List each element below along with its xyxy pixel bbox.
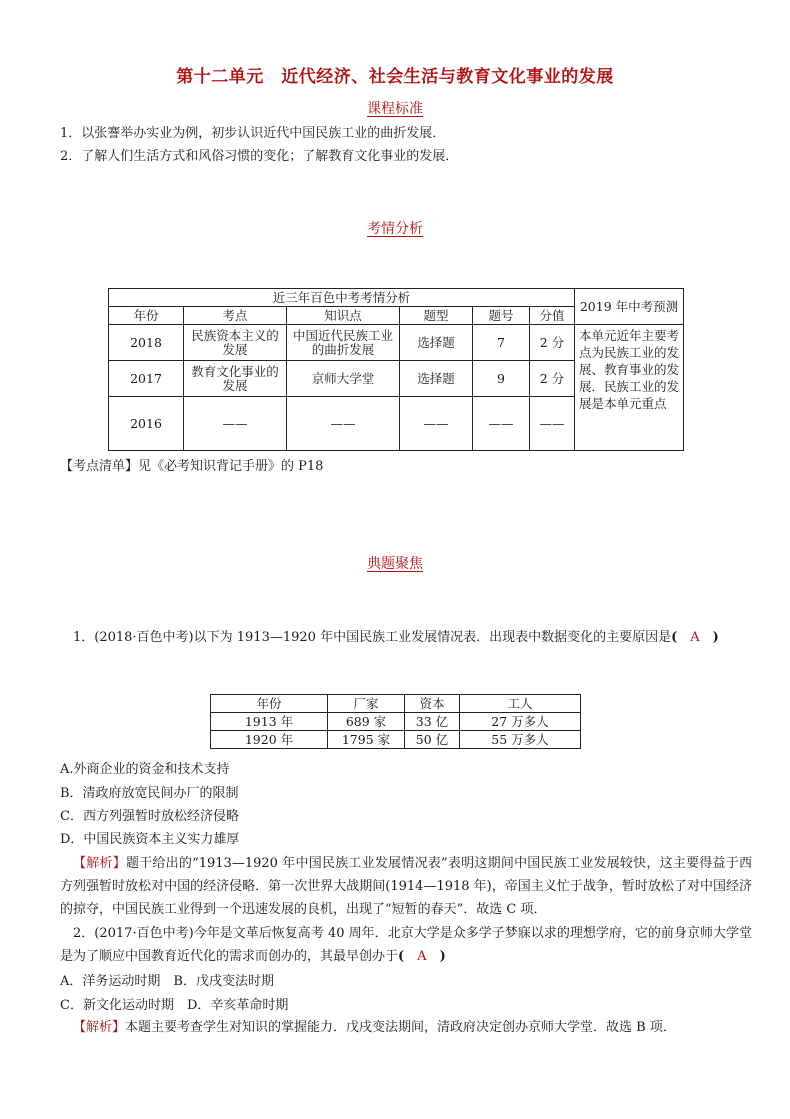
cell: 55 万多人 — [460, 731, 581, 749]
exam-analysis-table — [108, 288, 684, 451]
cell: 2 分 — [530, 361, 575, 397]
cell: 689 家 — [328, 713, 405, 731]
standard-item-1: 1．以张謇举办实业为例，初步认识近代中国民族工业的曲折发展． — [60, 126, 446, 141]
q1-option-a: A.外商企业的资金和技术支持 — [60, 762, 230, 777]
cell: —— — [530, 397, 575, 451]
table-row — [211, 731, 581, 749]
section-heading-examples: 典题聚焦 — [367, 556, 423, 572]
cell: 27 万多人 — [460, 713, 581, 731]
standard-item-2: 2．了解人们生活方式和风俗习惯的变化；了解教育文化事业的发展． — [60, 149, 459, 164]
q2-options-ab: A．洋务运动时期 B．戊戌变法时期 — [60, 974, 274, 989]
q2-options-cd: C．新文化运动时期 D．辛亥革命时期 — [60, 998, 289, 1013]
cell: 1920 年 — [211, 731, 328, 749]
question-2-stem: 2．(2017·百色中考)今年是文革后恢复高考 40 周年．北京大学是众多学子梦寐以求的理想学府，它的前身京师大学堂是为了顺应中国教育近代化的需求而创办的，其最早创办于( A ) — [60, 926, 752, 964]
industry-data-table — [210, 694, 581, 749]
header-year: 年份 — [211, 695, 328, 713]
header-factories: 厂家 — [328, 695, 405, 713]
answer-open: ( — [671, 630, 691, 645]
analysis-label: 【解析】 — [73, 1020, 126, 1035]
cell: 选择题 — [400, 361, 473, 397]
answer-2: A — [417, 949, 427, 964]
answer-1: A — [690, 630, 700, 645]
cell: 33 亿 — [405, 713, 460, 731]
table-caption: 近三年百色中考考情分析 — [109, 289, 575, 307]
forecast-header: 2019 年中考预测 — [575, 289, 684, 325]
cell: 中国近代民族工业的曲折发展 — [287, 325, 400, 361]
cell: —— — [400, 397, 473, 451]
cell: 1913 年 — [211, 713, 328, 731]
header-knowledge: 知识点 — [287, 307, 400, 325]
cell: 2016 — [109, 397, 184, 451]
cell: 教育文化事业的发展 — [184, 361, 287, 397]
table-row — [109, 325, 684, 361]
checklist-note: 【考点清单】见《必考知识背记手册》的 P18 — [60, 459, 324, 474]
header-year: 年份 — [109, 307, 184, 325]
q1-option-c: C．西方列强暂时放松经济侵略 — [60, 809, 239, 824]
cell: 1795 家 — [328, 731, 405, 749]
answer-close: ) — [426, 949, 446, 964]
cell: —— — [473, 397, 530, 451]
cell: 民族资本主义的发展 — [184, 325, 287, 361]
forecast-text: 本单元近年主要考点为民族工业的发展、教育事业的发展．民族工业的发展是本单元重点 — [575, 325, 684, 451]
answer-close: ) — [699, 630, 719, 645]
header-type: 题型 — [400, 307, 473, 325]
header-workers: 工人 — [460, 695, 581, 713]
cell: —— — [184, 397, 287, 451]
table-row — [211, 713, 581, 731]
analysis-label: 【解析】 — [73, 856, 126, 871]
section-heading-analysis: 考情分析 — [367, 221, 423, 237]
cell: 2 分 — [530, 325, 575, 361]
cell: 2017 — [109, 361, 184, 397]
cell: 选择题 — [400, 325, 473, 361]
cell: —— — [287, 397, 400, 451]
answer-open: ( — [398, 949, 418, 964]
page-title: 第十二单元 近代经济、社会生活与教育文化事业的发展 — [176, 67, 614, 87]
header-capital: 资本 — [405, 695, 460, 713]
q1-option-b: B．清政府放宽民间办厂的限制 — [60, 786, 239, 801]
cell: 7 — [473, 325, 530, 361]
q1-analysis: 【解析】题干给出的“1913—1920 年中国民族工业发展情况表”表明这期间中国民族工业发展较快，这主要得益于西方列强暂时放松对中国的经济侵略．第一次世界大战期间(1914—1918 年)，帝国主义忙于战争，暂时放松了对中国经济的掠夺，中国民族工业得到一个迅速发展的良机，出现了“短暂的春天”．故选 C 项． — [60, 856, 752, 917]
cell: 2018 — [109, 325, 184, 361]
question-1-stem: 1．(2018·百色中考)以下为 1913—1920 年中国民族工业发展情况表．出现表中数据变化的主要原因是( A ) — [73, 630, 719, 645]
cell: 50 亿 — [405, 731, 460, 749]
cell: 9 — [473, 361, 530, 397]
header-number: 题号 — [473, 307, 530, 325]
header-topic: 考点 — [184, 307, 287, 325]
section-heading-standards: 课程标准 — [367, 101, 423, 117]
cell: 京师大学堂 — [287, 361, 400, 397]
header-score: 分值 — [530, 307, 575, 325]
q1-option-d: D．中国民族资本主义实力雄厚 — [60, 832, 240, 847]
q2-analysis: 【解析】本题主要考查学生对知识的掌握能力．戊戌变法期间，清政府决定创办京师大学堂．故选 B 项． — [73, 1020, 676, 1035]
